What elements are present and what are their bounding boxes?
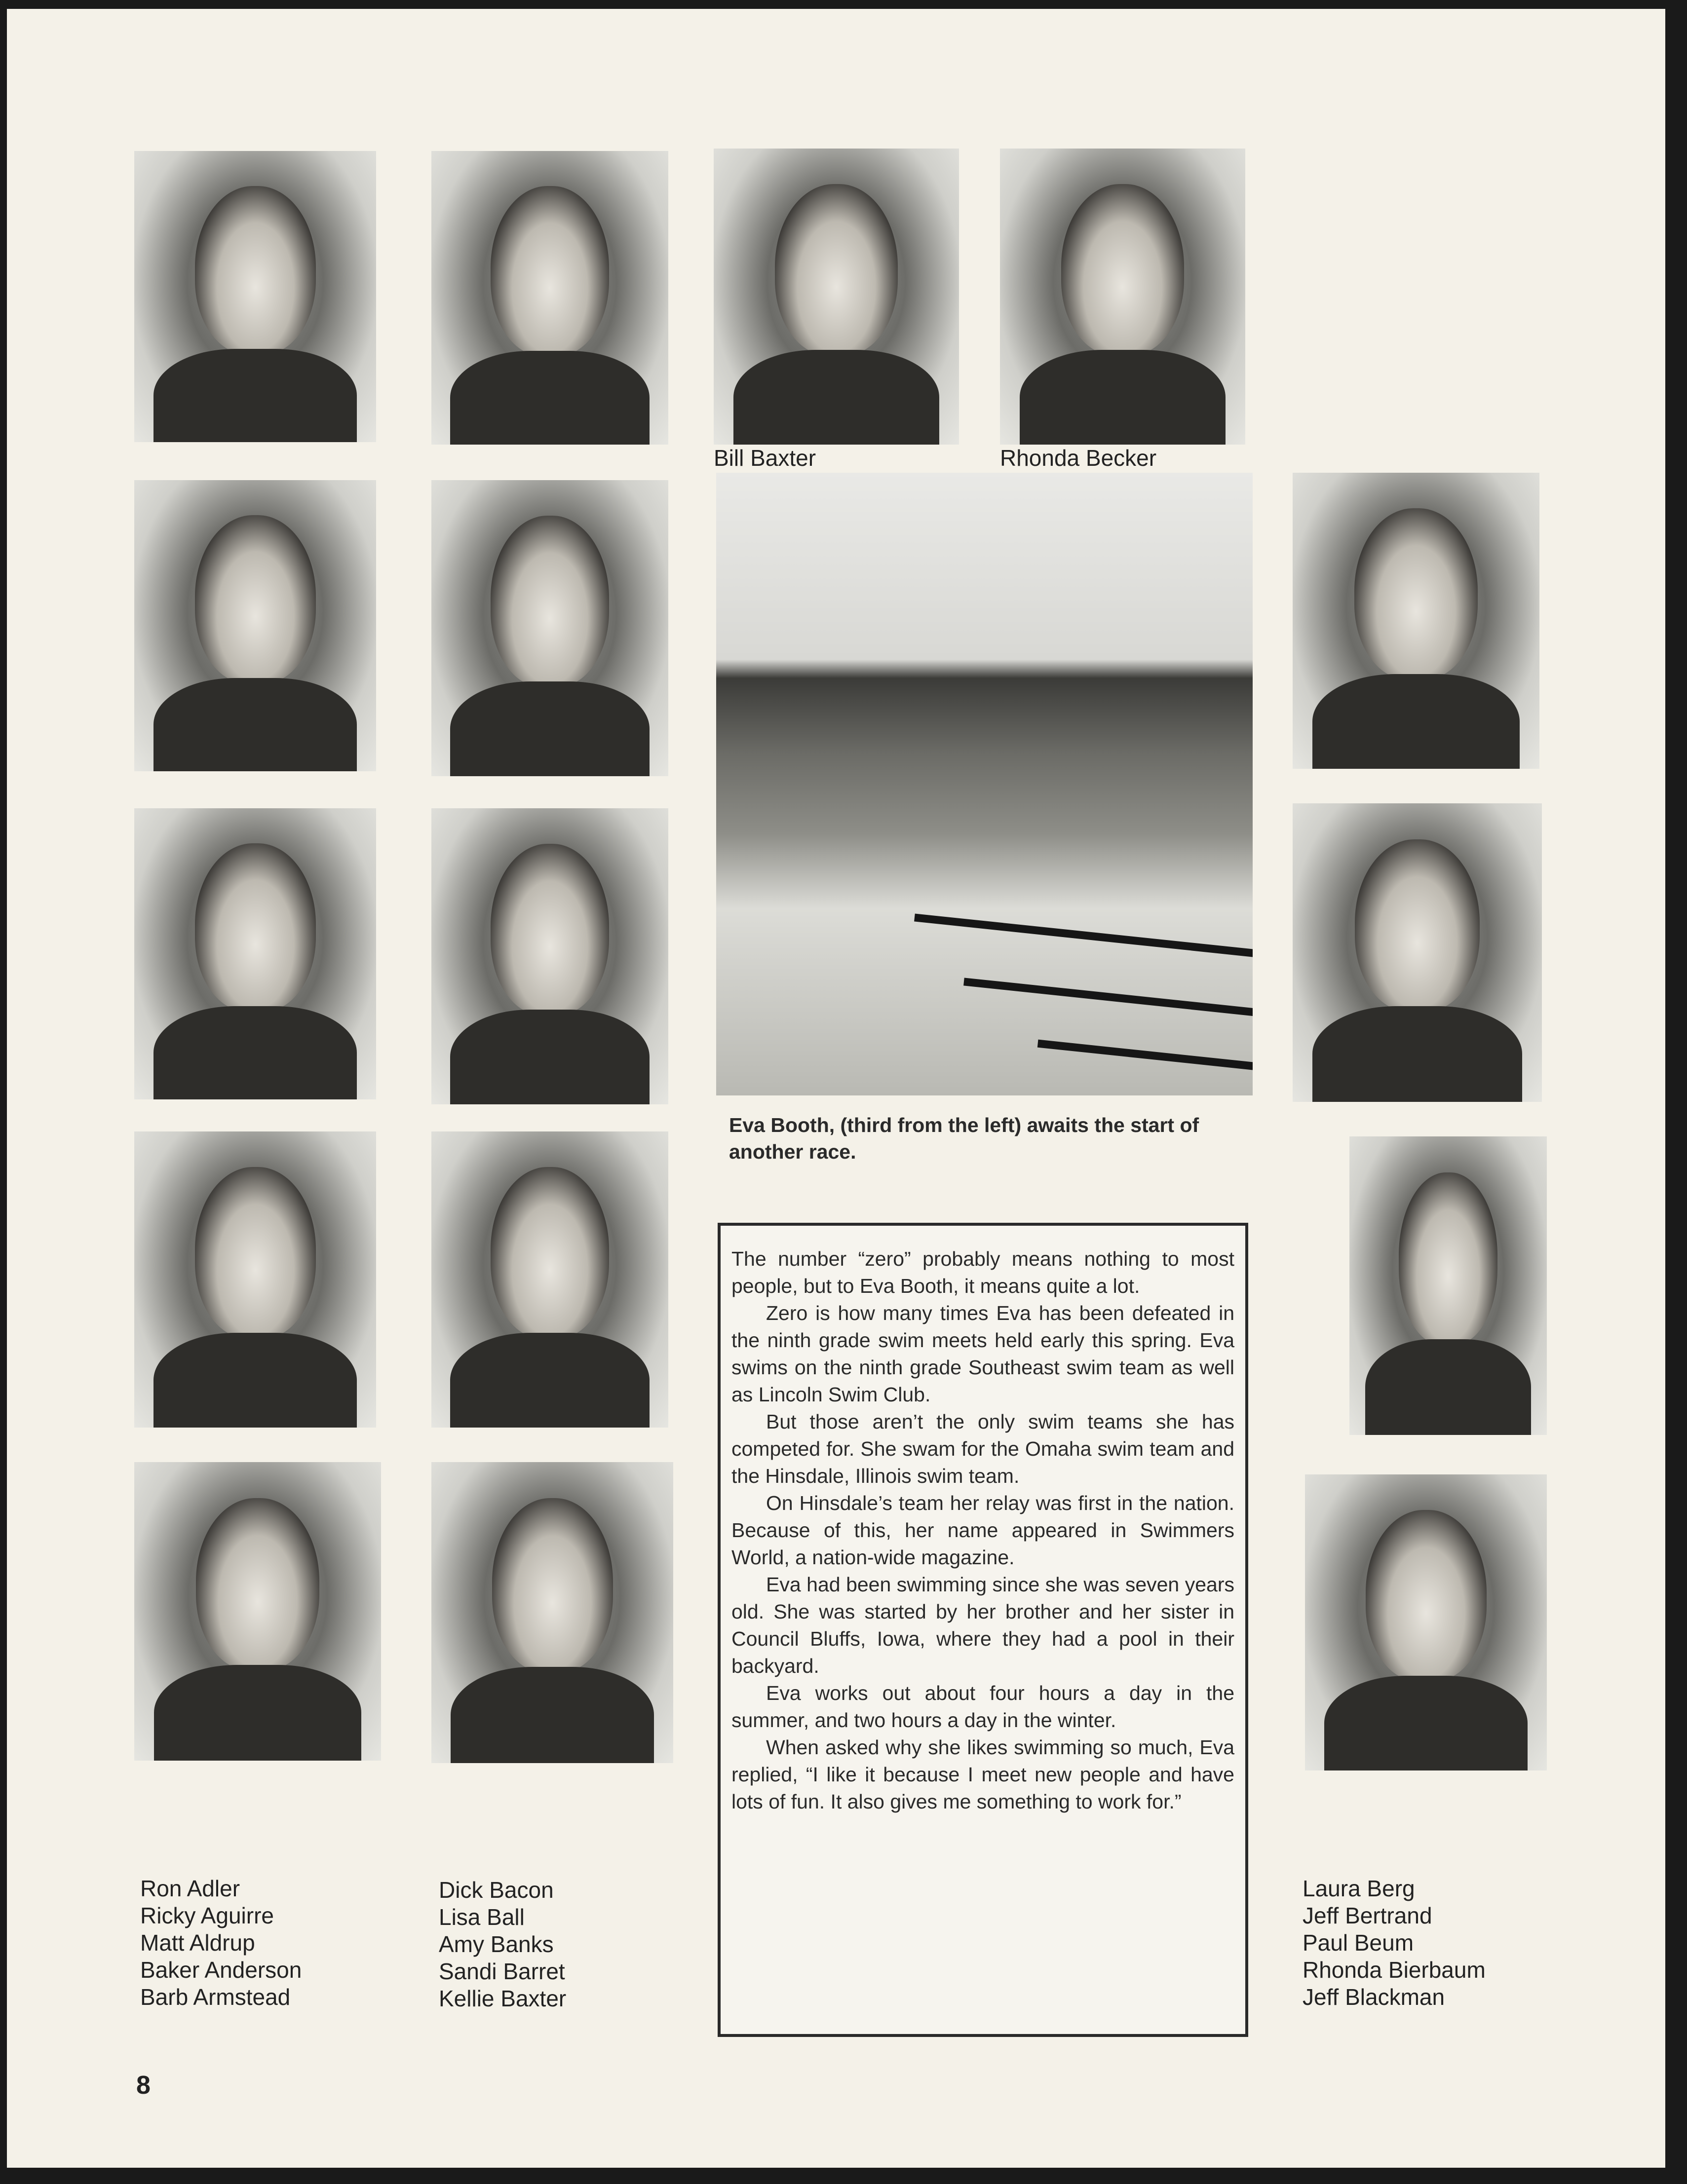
student-name: Sandi Barret [439,1958,565,1984]
pool-photo-caption: Eva Booth, (third from the left) awaits the start of another race. [729,1114,1199,1163]
page-number: 8 [136,2071,151,2100]
student-name: Ricky Aguirre [140,1903,274,1928]
student-name: Rhonda Bierbaum [1303,1957,1486,1983]
student-name: Dick Bacon [439,1877,554,1903]
portrait-bill-baxter [714,149,959,445]
student-name: Jeff Blackman [1303,1984,1445,2010]
student-name: Ron Adler [140,1876,240,1901]
student-name: Baker Anderson [140,1957,302,1983]
story-paragraph: When asked why she likes swimming so much, Eva replied, “I like it because I meet new people and have lots of fun. It also gives me something to work for.” [731,1736,1234,1813]
swim-meet-photo [716,473,1253,1095]
portrait-jeff-bertrand [1293,803,1542,1102]
student-name: Jeff Bertrand [1303,1903,1432,1928]
student-name: Paul Beum [1303,1930,1414,1956]
names-list-right [1303,1875,1486,2011]
portrait-barb-armstead [134,1462,381,1761]
portrait-amy-banks [431,808,668,1104]
portrait-rhonda-becker [1000,149,1245,445]
student-name: Laura Berg [1303,1876,1415,1901]
student-name: Matt Aldrup [140,1930,255,1956]
yearbook-page [7,9,1665,2168]
names-list-left [140,1875,302,2011]
portrait-sandi-barret [431,1131,668,1428]
story-paragraph: Eva works out about four hours a day in the summer, and two hours a day in the winter. [731,1682,1234,1732]
portrait-rhonda-bierbaum [1305,1474,1547,1770]
story-paragraph: On Hinsdale’s team her relay was first in the nation. Because of this, her name appeared in Swimmers World, a nation-wide magazine. [731,1492,1234,1569]
story-paragraph: Eva had been swimming since she was seven years old. She was started by her brother and her sister in Council Bluffs, Iowa, where they had a pool in their backyard. [731,1573,1234,1677]
portrait-lisa-ball [431,480,668,776]
student-name: Kellie Baxter [439,1986,567,2011]
portrait-ricky-aguirre [134,480,376,771]
story-paragraph: Zero is how many times Eva has been defeated in the ninth grade swim meets held early this spring. Eva swims on the ninth grade Southeast swim team as well as Lincoln Swim Club. [731,1302,1234,1406]
student-name: Barb Armstead [140,1984,291,2010]
eva-booth-story [718,1223,1248,2037]
caption-bill-baxter: Bill Baxter [714,445,816,471]
caption-rhonda-becker: Rhonda Becker [1000,445,1157,471]
portrait-baker-anderson [134,1131,376,1428]
story-paragraph: But those aren’t the only swim teams she has competed for. She swam for the Omaha swim team and the Hinsdale, Illinois swim team. [731,1410,1234,1487]
portrait-kellie-baxter [431,1462,673,1763]
story-paragraph: The number “zero” probably means nothing to most people, but to Eva Booth, it means quite a lot. [731,1247,1234,1297]
portrait-matt-aldrup [134,808,376,1099]
portrait-dick-bacon [431,151,668,445]
portrait-laura-berg [1293,473,1539,769]
portrait-paul-beum [1349,1136,1547,1435]
student-name: Lisa Ball [439,1904,525,1930]
names-list-middle [439,1877,566,2012]
student-name: Amy Banks [439,1931,554,1957]
portrait-ron-adler [134,151,376,442]
